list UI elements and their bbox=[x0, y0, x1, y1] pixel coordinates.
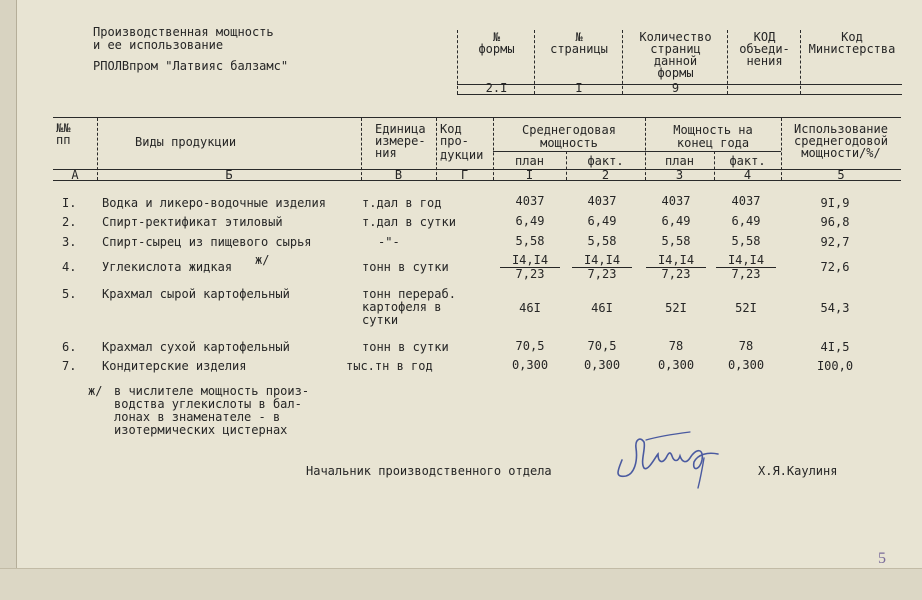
page-bottom-edge bbox=[0, 568, 922, 600]
column-letter: 5 bbox=[837, 168, 845, 182]
column-letter: В bbox=[394, 168, 403, 182]
binding-margin bbox=[0, 0, 17, 600]
fact-end-header: факт. bbox=[729, 154, 766, 168]
signatory-position: Начальник производственного отдела bbox=[306, 464, 552, 478]
signatory-name: Х.Я.Каулиня bbox=[758, 464, 838, 478]
page-count-header: Количество bbox=[639, 30, 712, 44]
year-end-capacity-header: Мощность на bbox=[673, 123, 753, 137]
page-number-header: № bbox=[575, 30, 583, 44]
page-mark: 5 bbox=[878, 550, 886, 567]
utilization-header: Использование bbox=[794, 122, 888, 136]
page-count-value: 9 bbox=[671, 81, 680, 95]
product-code-header: Код bbox=[440, 122, 462, 136]
column-letter: 2 bbox=[601, 168, 610, 182]
title-line-2: и ее использование bbox=[93, 38, 224, 52]
association-code-header: КОД bbox=[753, 30, 776, 44]
column-letter: 3 bbox=[675, 168, 684, 182]
document-page: Производственная мощность и ее использование РПОЛВпром "Латвияс балзамс" № формы № страницы Количество страниц данной формы КОД объеди- нения Код Министерства 2.I I 9 №№ пп Виды продукции Единица измере- ния Код про- дукции Среднегодовая мощность Мощность на конец года план факт. план факт. Использование среднегодовой мощности/%/ А Б В Г I 2 3 4 5 I. Водка и ликеро-водочные изделия т.дал в год 4037 4037 4037 4037 9I,9 2. Спирт-ректификат этиловый т.дал в сутки 6,49 6,49 6,49 6,49 96,8 3. Спирт-сырец из пищевого сырья -"- 5,58 5,58 5,58 5,58 92,7 4. Углекислота жидкая ж/ тонн в сутки $\frac{I4,I4}{7,23}$ $\frac{I4,I4}{7,23}$ $\frac{I4,I4}{7,23}$ $\frac{I4,I4}{7,23}$ 72,6 5. Крахмал сырой картофельный тонн перераб. картофеля в сутки 46I 46I 52I 52I 54,3 6. Крахмал сухой картофельный тонн в сутки 70,5 70,5 78 78 4I,5 7. Кондитерские изделия тыс.тн в год 0,300 0,300 0,300 0,300 I00,0 ж/ в числителе мощность произ- водства углекислоты в бал- лонах в знаменателе - в изотермических цистернах Начальник производственного отдела Х.Я.Каулиня 5 bbox=[0, 0, 922, 600]
products-header: Виды продукции bbox=[135, 135, 237, 149]
column-letter: Б bbox=[225, 168, 233, 182]
fraction-cell: $\frac{I4,I4}{7,23}$ bbox=[716, 254, 776, 281]
page-number-value: I bbox=[575, 81, 583, 95]
plan-header: план bbox=[515, 154, 544, 168]
column-letter: Г bbox=[460, 168, 469, 182]
title-line-1: Производственная мощность bbox=[93, 25, 274, 39]
row-number-header: №№ bbox=[56, 121, 71, 135]
plan-end-header: план bbox=[665, 154, 694, 168]
column-letter: I bbox=[525, 168, 534, 182]
column-letter: А bbox=[71, 168, 79, 182]
column-letter: 4 bbox=[743, 168, 752, 182]
average-capacity-header: Среднегодовая bbox=[522, 123, 616, 137]
handwritten-signature bbox=[600, 418, 740, 490]
form-number-header: № bbox=[492, 30, 501, 44]
ministry-code-header: Код bbox=[841, 30, 863, 44]
form-number-value: 2.I bbox=[485, 81, 508, 95]
fraction-cell: $\frac{I4,I4}{7,23}$ bbox=[500, 254, 560, 281]
unit-header: Единица bbox=[375, 122, 426, 136]
fraction-cell: $\frac{I4,I4}{7,23}$ bbox=[572, 254, 632, 281]
fact-header: факт. bbox=[587, 154, 624, 168]
fraction-cell: $\frac{I4,I4}{7,23}$ bbox=[646, 254, 706, 281]
footnote-mark: ж/ bbox=[255, 253, 270, 267]
organization-name: РПОЛВпром "Латвияс балзамс" bbox=[93, 59, 289, 73]
